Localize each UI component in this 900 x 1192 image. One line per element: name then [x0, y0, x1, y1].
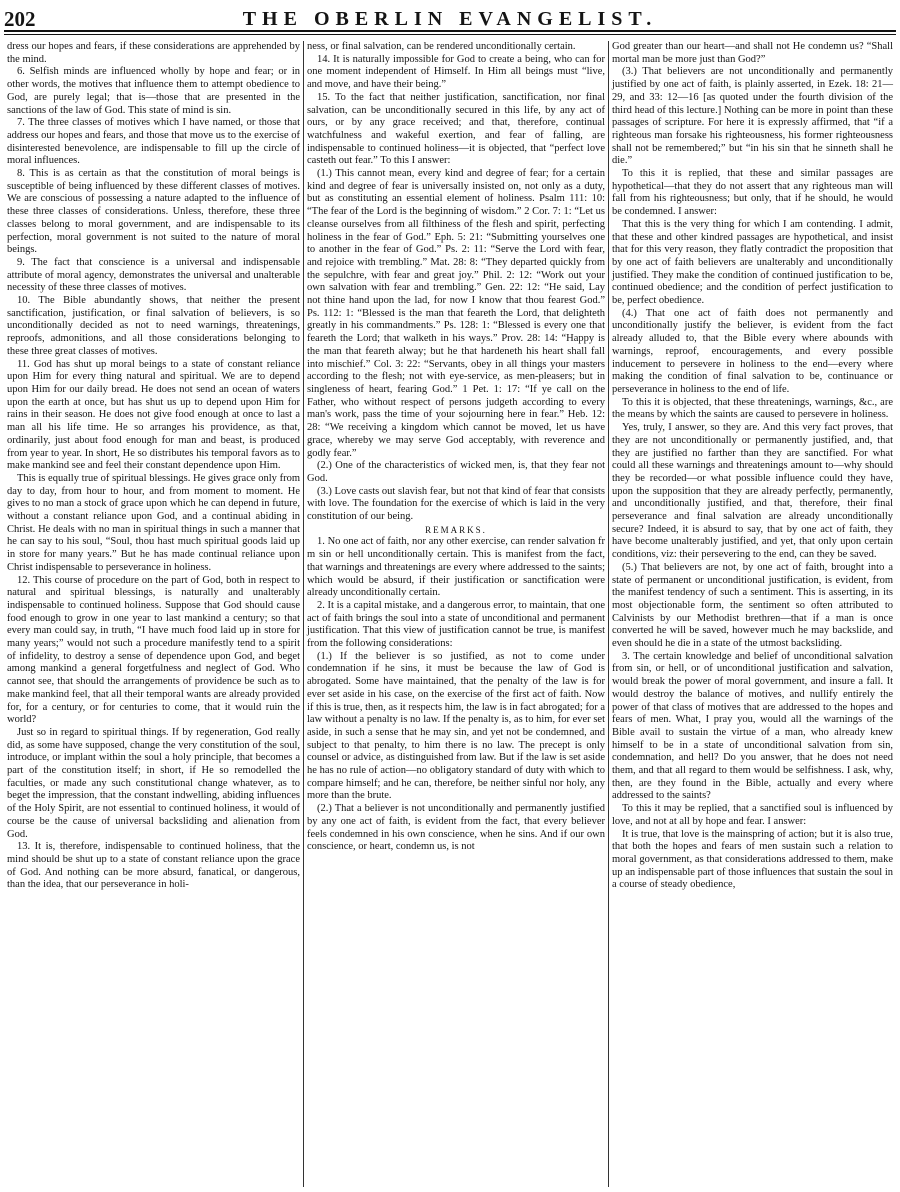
column-middle — [304, 41, 609, 1187]
paragraph: (1.) This cannot mean, every kind and degree of fear; for a certain kind and degree of fear is universally insisted on, not only as a duty, but as constituting an essential element of holiness. Psalm 111: 10: “The fear of the Lord is the beginning of wisdom.” 2 Cor. 7: 1: “Let us cleanse ourselves from all filthiness of the flesh and spirit, perfecting holiness in the fear of God.” Eph. 5: 21: “Submitting yourselves one to another in the fear of God.” Ps. 2: 11: “Serve the Lord with fear, and rejoice with trembling.” Mat. 28: 8: “They departed quickly from the sepulchre, with fear and great joy.” Phil. 2: 12: “Work out your own salvation with fear and trembling.” Gen. 22: 12: “He said, Lay not thine hand upon the lad, for now I know that thou fearest God.” Ps. 112: 1: “Blessed is the man that feareth the Lord, that delighteth greatly in his commandments.” Ps. 128: 1: “Blessed is every one that feareth the Lord; that walketh in his ways.” Prov. 28: 14: “Happy is the man that feareth alway; but he that hardeneth his heart shall fall into mischief.” Col. 3: 22: “Servants, obey in all things your masters according to the flesh; not with eye-service, as men-pleasers; but in singleness of heart, fearing God.” 1 Pet. 1: 17: “If ye call on the Father, who without respect of persons judgeth according to every man's work, pass the time of your sojourning here in fear.” Heb. 12: 28: “We receiving a kingdom which cannot be moved, let us have grace, whereby we may serve God acceptably, with reverence and godly fear.” — [307, 168, 605, 459]
paragraph: To this it is objected, that these threatenings, warnings, &c., are the means by which the saints are caused to persevere in holiness. — [612, 396, 893, 421]
paragraph: To this it is replied, that these and similar passages are hypothetical—that they do not assert that any righteous man will fall from his righteousness; but only, that if he should, he would be condemned. I answer: — [612, 168, 893, 218]
paragraph: 14. It is naturally impossible for God to create a being, who can for one moment independent of Himself. In Him all beings must “live, and move, and have their being.” — [307, 53, 605, 91]
paragraph: (3.) That believers are not unconditionally and permanently justified by one act of faith, is plainly asserted, in Ezek. 18: 21—29, and 33: 12—16 [as quoted under the fourth division of the third head of this lecture.] Nothing can be more in point than these passages of scripture. For here it is expressly affirmed, that “if a righteous man forsake his righteousness, his former righteousness shall not be remembered;” but “in his sin that he sinneth shall he die.” — [612, 66, 893, 167]
paragraph: 7. The three classes of motives which I have named, or those that address our hopes and fears, and those that move us to the exercise of disinterested benevolence, are indispensable to fill up the circle of moral influences. — [7, 117, 300, 167]
paragraph: 3. The certain knowledge and belief of unconditional salvation from sin, or hell, or of unconditional justification and salvation, would break the power of moral government, and insure a fall. It would destroy the balance of motives, and nullify entirely the power of that class of motives that are addressed to the hopes and fears of men. What, I pray you, would all the warnings of the Bible avail to sustain the virtue of a man, who already knew himself to be in a state of unconditional salvation from sin, condemnation, and hell? Do you answer, that he does not need them, and that all regard to them would be selfishness. I ask, why, then, are they found in the Bible, actually and every where addressed to the saints? — [612, 650, 893, 802]
paragraph: 2. It is a capital mistake, and a dangerous error, to maintain, that one act of faith brings the soul into a state of unconditional and permanent justification. That this view of justification cannot be true, is manifest from the following considerations: — [307, 599, 605, 650]
paragraph: 1. No one act of faith, nor any other exercise, can render salvation fr m sin or hell unconditionally certain. This is manifest from the fact, that warnings and threatenings are every where addressed to the saints; which would be absurd, if their justification or sanctification were already unconditionally certain. — [307, 536, 605, 599]
paragraph: Just so in regard to spiritual things. If by regeneration, God really did, as some have supposed, change the very constitution of the soul, introduce, or implant within the soul a holy principle, that becomes a part of the constitution itself; in short, if He so remodelled the faculties, or made any such constitutional change whatever, as to beget the impression, that the constant indwelling, abiding influences of the Holy Spirit, are not essential to continued holiness, it would of course be the cause of universal backsliding and alienation from God. — [7, 726, 300, 840]
paragraph: It is true, that love is the mainspring of action; but it is also true, that both the hopes and fears of men sustain such a relation to moral government, as that considerations addressed to them, make up an indispensable part of those influences that sustain the soul in a course of steady obedience, — [612, 828, 893, 891]
paragraph: Yes, truly, I answer, so they are. And this very fact proves, that they are not unconditionally or permanently justified, and, that they are justified no farther than they are sanctified. For what could all these warnings and threatenings amount to—why should they be recorded—or what possible influence could they have, upon the supposition that they are already perfectly, permanently, and unconditionally justified, and that, therefore, their final perseverance and final salvation are already unconditionally secure? Indeed, it is absurd to say, that by one act of faith, they have become unalterably justified, and yet, that only upon certain conditions, viz: their persevering to the end, can they be saved. — [612, 422, 893, 561]
journal-title: THE OBERLIN EVANGELIST. — [242, 8, 658, 30]
paragraph: 8. This is as certain as that the constitution of moral beings is susceptible of being influenced by these different classes of motives. We are conscious of possessing a nature adapted to the influence of these three classes of considerations. Unless, therefore, these three classes belong to moral government, and are indispensable to its perfection, moral government is not suited to the nature of moral beings. — [7, 168, 300, 256]
paragraph: 6. Selfish minds are influenced wholly by hope and fear; or in other words, the motives that influence them to attempt obedience to God, are purely legal; that is—those that are presented in the sanctions of the law of God. This state of mind is sin. — [7, 66, 300, 116]
paragraph: 10. The Bible abundantly shows, that neither the present sanctification, justification, or final salvation of believers, is so unconditionally decided as not to need warnings, threatenings, reproofs, admonitions, and all those considerations belonging to these three great classes of motives. — [7, 295, 300, 357]
paragraph: (2.) One of the characteristics of wicked men, is, that they fear not God. — [307, 460, 605, 484]
remarks-heading: REMARKS. — [425, 524, 487, 535]
paragraph: 13. It is, therefore, indispensable to continued holiness, that the mind should be shut up to a state of constant reliance upon the grace of God. And nothing can be more absurd, fanatical, or dangerous, than the idea, that our perseverance in holi- — [7, 841, 300, 891]
paragraph: This is equally true of spiritual blessings. He gives grace only from day to day, from hour to hour, and from moment to moment. He gives to no man a stock of grace upon which he can depend in future, without a constant reliance upon God, and a continual abiding in Christ. He deals with no man in spiritual things in such a manner that he can say to his soul, “Soul, thou hast much spiritual goods laid up in store for many years.” But he has made continual reliance upon Christ indispensable to perseverance in holiness. — [7, 472, 300, 573]
paragraph: 15. To the fact that neither justification, sanctification, nor final salvation, can be unconditionally secured in this life, by any act of ours, or by any grace received; and that, therefore, continual watchfulness and wakeful exertion, and fear of falling, are indispensable to continued holiness—it is objected, that “perfect love casteth out fear.” To this I answer: — [307, 91, 605, 167]
paragraph: (5.) That believers are not, by one act of faith, brought into a state of permanent or unconditional justification, is evident, from the manifest tendency of such a sentiment. This is asserting, in its most objectionable form, the sentiment so often attributed to Calvinists by our Methodist brethren—that if a man is once converted he will be saved, however much he may backslide, and even should he die in a state of the utmost backsliding. — [612, 561, 893, 650]
paragraph: 9. The fact that conscience is a universal and indispensable attribute of moral agency, demonstrates the universal and unalterable necessity of these three classes of motives. — [7, 256, 300, 294]
paragraph: To this it may be replied, that a sanctified soul is influenced by love, and not at all by hope and fear. I answer: — [612, 803, 893, 827]
paragraph: 12. This course of procedure on the part of God, both in respect to natural and spiritual blessings, is naturally and unalterably indispensable to continued holiness. Suppose that God should cause food enough to grow in one year to last mankind a century; so that every man could say, in truth, “I have much food laid up in store for many years;” would not such a procedure manifestly tend to a spirit of infidelity, to destroy a sense of dependence upon God, and beget among mankind a general forgetfulness and neglect of God. Who cannot see, that should the arrangements of providence be such as to make mankind feel, that all their temporal wants are already provided for, for a century, or for centuries to come, that it would ruin the world? — [7, 574, 300, 726]
paragraph: (1.) If the believer is so justified, as not to come under condemnation if he sins, it must be because the law of God is abrogated. Some have maintained, that the penalty of the law is for ever set aside in his case, on the exercise of the first act of faith. Now if this is true, then, as it respects him, the law is in fact abrogated; for a law without a penalty is no law. If the penalty is, as to him, for ever set aside, in such a sense that he may sin, and yet not be condemned, and subject to that penalty, to him there is no law. The precept is only counsel or advice, as distinguished from law. But if the law is set aside he has no rule of action—no obligatory standard of duty with which to compare himself; and he can, therefore, be neither sinful nor holy, any more than the brute. — [307, 650, 605, 802]
masthead — [4, 6, 896, 32]
paragraph: (4.) That one act of faith does not permanently and unconditionally justify the believer, is evident from the fact already alluded to, that the Bible every where abounds with warnings, reproof, encouragements, and every possible inducement to persevere in holiness to the end—every where making the condition of final salvation to be, continuance or perseverance in holiness to the end of life. — [612, 307, 893, 395]
article-columns — [4, 41, 896, 1187]
paragraph: (2.) That a believer is not unconditionally and permanently justified by any one act of faith, is evident from the fact, that every believer feels condemned in his own conscience, when he sins. And if our own conscience, or heart, condemn us, is not — [307, 803, 605, 853]
column-left — [4, 41, 304, 1187]
column-right — [609, 41, 896, 1187]
paragraph: ness, or final salvation, can be rendered unconditionally certain. — [307, 41, 576, 52]
page-number: 202 — [4, 7, 36, 31]
paragraph: 11. God has shut up moral beings to a state of constant reliance upon Him for every thing natural and spiritual. We are to depend upon Him for our daily bread. He does not send an ocean of waters upon the earth at once, but has shut us up to depend upon Him for rains in their season. He does not give food enough at once to last a man all his life time. He so arranges his providence, as that, ordinarily, just about food enough for man and beast, is produced from year to year. In short, He so distributes his temporal favors as to make mankind see and feel their constant dependence upon Him. — [7, 358, 300, 472]
paragraph: That this is the very thing for which I am contending. I admit, that these and other kindred passages are hypothetical, and insist that for this very reason, they flatly contradict the proposition that by one act of faith believers are unalterably and unconditionally justified. They make the condition of continued justification to be, continued obedience; and the condition of perfect justification to be, perfect obedience. — [612, 218, 893, 307]
paragraph: dress our hopes and fears, if these considerations are apprehended by the mind. — [7, 41, 300, 65]
paragraph: (3.) Love casts out slavish fear, but not that kind of fear that consists with love. The foundation for the exercise of which is laid in the very constitution of our being. — [307, 485, 605, 523]
paragraph: God greater than our heart—and shall not He condemn us? “Shall mortal man be more just than God?” — [612, 41, 893, 65]
